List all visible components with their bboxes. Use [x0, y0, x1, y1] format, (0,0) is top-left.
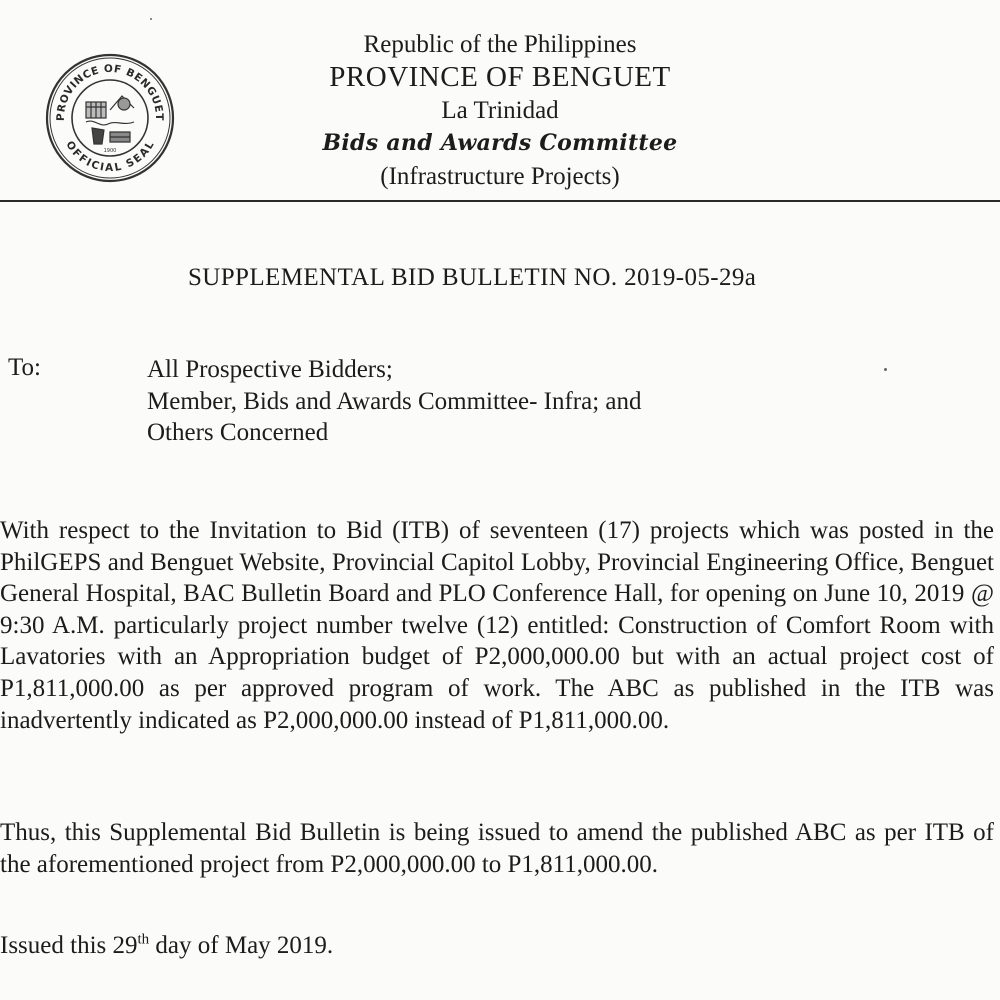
recipient-list — [147, 354, 642, 449]
issued-prefix: Issued this 29 — [0, 932, 138, 959]
seal-top-text: PROVINCE OF BENGUET — [54, 62, 166, 122]
issued-suffix: day of May 2019. — [149, 932, 334, 959]
issued-ordinal: th — [137, 931, 150, 948]
scan-speck — [150, 18, 152, 20]
municipality-line: La Trinidad — [441, 97, 559, 124]
republic-line: Republic of the Philippines — [363, 31, 637, 58]
seal-emblem — [86, 96, 134, 144]
to-label: To: — [8, 354, 41, 381]
issued-date-line — [0, 932, 333, 960]
recipient-item: All Prospective Bidders; — [147, 356, 393, 383]
division-line: (Infrastructure Projects) — [380, 163, 620, 190]
recipient-item: Member, Bids and Awards Committee- Infra; and — [147, 387, 642, 415]
province-name: PROVINCE OF BENGUET — [329, 61, 671, 93]
scan-speck — [884, 368, 887, 371]
province-seal-icon — [44, 52, 176, 184]
letterhead — [290, 28, 710, 193]
bulletin-title: SUPPLEMENTAL BID BULLETIN NO. 2019-05-29a — [188, 264, 757, 291]
body-paragraph-1: With respect to the Invitation to Bid (ITB) of seventeen (17) projects which was posted in the PhilGEPS and Benguet Website, Provincial Capitol Lobby, Provincial Engineering Office, Benguet General Hospital, BAC Bulletin Board and PLO Conference Hall, for opening on June 10, 2019 @ 9:30 A.M. particularly project number twelve (12) entitled: Construction of Comfort Room with Lavatories with an Appropriation budget of P2,000,000.00 but with an actual project cost of P1,811,000.00 as per approved program of work. The ABC as published in the ITB was inadvertently indicated as P2,000,000.00 instead of P1,811,000.00. — [0, 517, 994, 734]
recipient-item: Others Concerned — [147, 419, 329, 446]
body-paragraph-2: Thus, this Supplemental Bid Bulletin is being issued to amend the published ABC as per ITB of the aforementioned project from P2,000,000.00 to P1,811,000.00. — [0, 819, 994, 878]
seal-bottom-text: OFFICIAL SEAL — [63, 139, 157, 175]
letterhead-divider — [0, 200, 1000, 202]
committee-name: Bids and Awards Committee — [322, 130, 678, 156]
seal-year: 1900 — [103, 148, 117, 154]
